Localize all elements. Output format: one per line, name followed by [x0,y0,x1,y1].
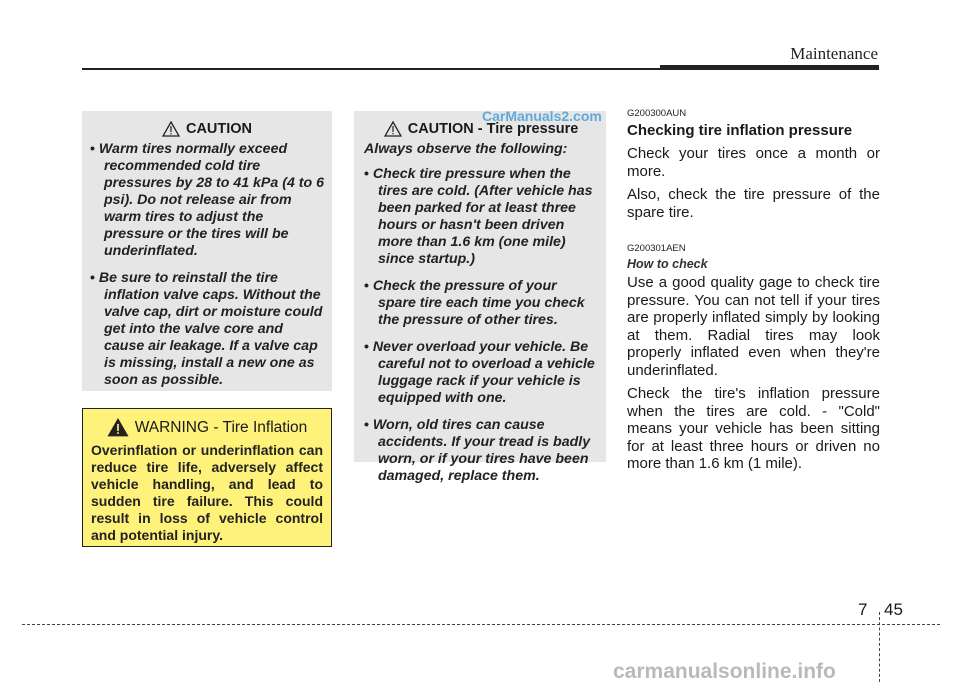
paragraph: Also, check the tire pressure of the spare tire. [627,186,880,221]
caution-tire-pressure-box [354,111,606,484]
warning-title-text: WARNING - Tire Inflation [134,418,308,436]
caution-title-text: CAUTION [185,121,253,137]
caution-item: • Be sure to reinstall the tire inflation valve caps. Without the valve cap, dirt or moisture could get into the valve core and cause air leakage. If a valve cap is missing, install a new one as soon as possible. [90,270,324,389]
header-title: Maintenance [790,44,878,63]
footer-divider [22,624,940,625]
watermark-bottom[interactable]: carmanualsonline.info [613,660,836,683]
right-column [627,108,880,479]
caution-tire-pressure-title-text: CAUTION - Tire pressure [407,121,579,137]
caution-item: • Check the pressure of your spare tire each time you check the pressure of other tires. [364,278,598,329]
warning-box [82,408,332,547]
caution-item: • Never overload your vehicle. Be careful not to overload a vehicle luggage rack if your vehicle is equipped with one. [364,339,598,407]
warning-triangle-icon [107,418,129,437]
caution-item: • Worn, old tires can cause accidents. If your tread is badly worn, or if your tires have been damaged, replace them. [364,417,598,485]
warning-body: Overinflation or underinflation can reduce tire life, adversely affect vehicle handling, and lead to sudden tire failure. This could result in loss of vehicle control and potential injury. [91,442,323,543]
footer-vertical-divider [879,612,880,682]
page-number: 45 [884,600,903,619]
caution-item: • Warm tires normally exceed recommended cold tire pressures by 28 to 41 kPa (4 to 6 psi). Do not release air from warm tires to adjust the pressure or the tires will be underinflated. [90,141,324,260]
watermark-top[interactable]: CarManuals2.com [482,108,602,124]
chapter-number: 7 [858,600,868,619]
warning-title [91,418,323,437]
section-code: G200300AUN [627,108,687,119]
paragraph: Use a good quality gage to check tire pressure. You can not tell if your tires are properly inflated simply by looking at them. Radial tires may look properly inflated even when they're underinflated. [627,274,880,379]
section-code: G200301AEN [627,243,686,254]
header-rule-accent [660,65,879,70]
paragraph: Check your tires once a month or more. [627,145,880,180]
section-heading: Checking tire inflation pressure [627,122,853,139]
caution-list [364,166,598,485]
caution-intro: Always observe the following: [364,141,568,157]
paragraph: Check the tire's inflation pressure when the tires are cold. - "Cold" means your vehicle has been sitting for at least three hours or driven no more than 1.6 km (1 mile). [627,385,880,472]
section-subheading: How to check [627,257,708,271]
caution-title [90,121,324,137]
warning-triangle-icon [162,121,180,137]
caution-list [90,141,324,389]
caution-item: • Check tire pressure when the tires are cold. (After vehicle has been parked for at least three hours or hasn't been driven more than 1.6 km (one mile) since startup.) [364,166,598,268]
caution-box [82,111,332,391]
warning-triangle-icon [384,121,402,137]
